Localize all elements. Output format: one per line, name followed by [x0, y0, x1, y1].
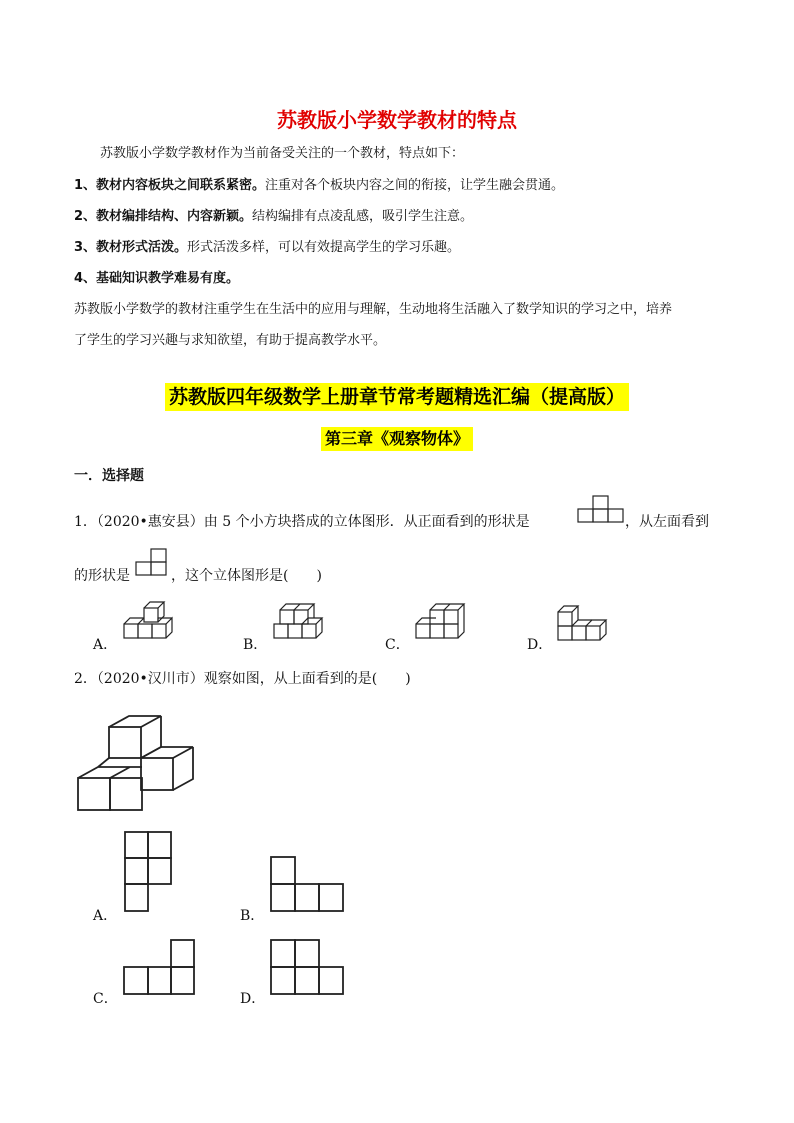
intro-point-4	[74, 269, 239, 289]
intro-title: 苏教版小学数学教材的特点	[277, 108, 517, 132]
point-head: 4、基础知识教学难易有度。	[74, 271, 240, 286]
q2-solid-figure	[76, 714, 206, 812]
point-head: 1、教材内容板块之间联系紧密。	[74, 178, 266, 193]
q2-option-c-label[interactable]: C．	[93, 991, 118, 1007]
q2-option-b-label[interactable]: B．	[240, 908, 265, 924]
left-view-figure	[136, 549, 168, 577]
q2-option-a-figure[interactable]	[125, 832, 173, 914]
q1-option-a-figure[interactable]	[120, 600, 186, 646]
q1-text-part4: ，这个立体图形是( )	[171, 568, 322, 584]
point-body: 注重对各个板块内容之间的衔接，让学生融会贯通。	[265, 178, 565, 193]
q1-option-c-figure[interactable]	[412, 600, 474, 646]
section-title: 一．选择题	[74, 468, 144, 484]
front-view-figure	[578, 496, 624, 524]
intro-summary-line-1: 苏教版小学数学的教材注重学生在生活中的应用与理解，生动地将生活融入了数学知识的学习之中，培养	[74, 302, 673, 317]
q2-option-a-label[interactable]: A．	[93, 908, 118, 924]
q1-option-d-label[interactable]: D．	[527, 637, 553, 653]
intro-point-3	[74, 238, 460, 258]
point-body: 形式活泼多样，可以有效提高学生的学习乐趣。	[187, 240, 461, 255]
q1-option-b-figure[interactable]	[270, 600, 330, 646]
point-head: 3、教材形式活泼。	[74, 240, 188, 255]
intro-point-1	[74, 176, 564, 196]
q1-text-part1: 1．（2020•惠安县）由 5 个小方块搭成的立体图形．从正面看到的形状是	[74, 514, 530, 530]
q1-option-a-label[interactable]: A．	[93, 637, 118, 653]
q2-option-c-figure[interactable]	[124, 940, 196, 996]
q1-option-c-label[interactable]: C．	[385, 637, 410, 653]
q1-option-b-label[interactable]: B．	[243, 637, 268, 653]
q2-text: 2．（2020•汉川市）观察如图，从上面看到的是( )	[74, 671, 411, 687]
point-head: 2、教材编排结构、内容新颖。	[74, 209, 253, 224]
chapter-heading: 第三章《观察物体》	[321, 427, 473, 451]
intro-summary-line-2: 了学生的学习兴趣与求知欲望，有助于提高教学水平。	[74, 333, 387, 348]
q2-option-d-figure[interactable]	[271, 940, 345, 996]
q2-option-d-label[interactable]: D．	[240, 991, 266, 1007]
q1-text-part2: ，从左面看到	[625, 514, 709, 530]
q1-text-part3: 的形状是	[74, 568, 130, 584]
point-body: 结构编排有点凌乱感，吸引学生注意。	[252, 209, 474, 224]
q1-option-d-figure[interactable]	[554, 604, 616, 646]
q2-option-b-figure[interactable]	[271, 857, 345, 913]
main-heading-wrap	[0, 383, 794, 411]
chapter-heading-wrap	[0, 427, 794, 451]
intro-lead: 苏教版小学数学教材作为当前备受关注的一个教材，特点如下：	[100, 146, 465, 161]
main-heading: 苏教版四年级数学上册章节常考题精选汇编（提高版）	[165, 383, 629, 411]
intro-point-2	[74, 207, 473, 227]
